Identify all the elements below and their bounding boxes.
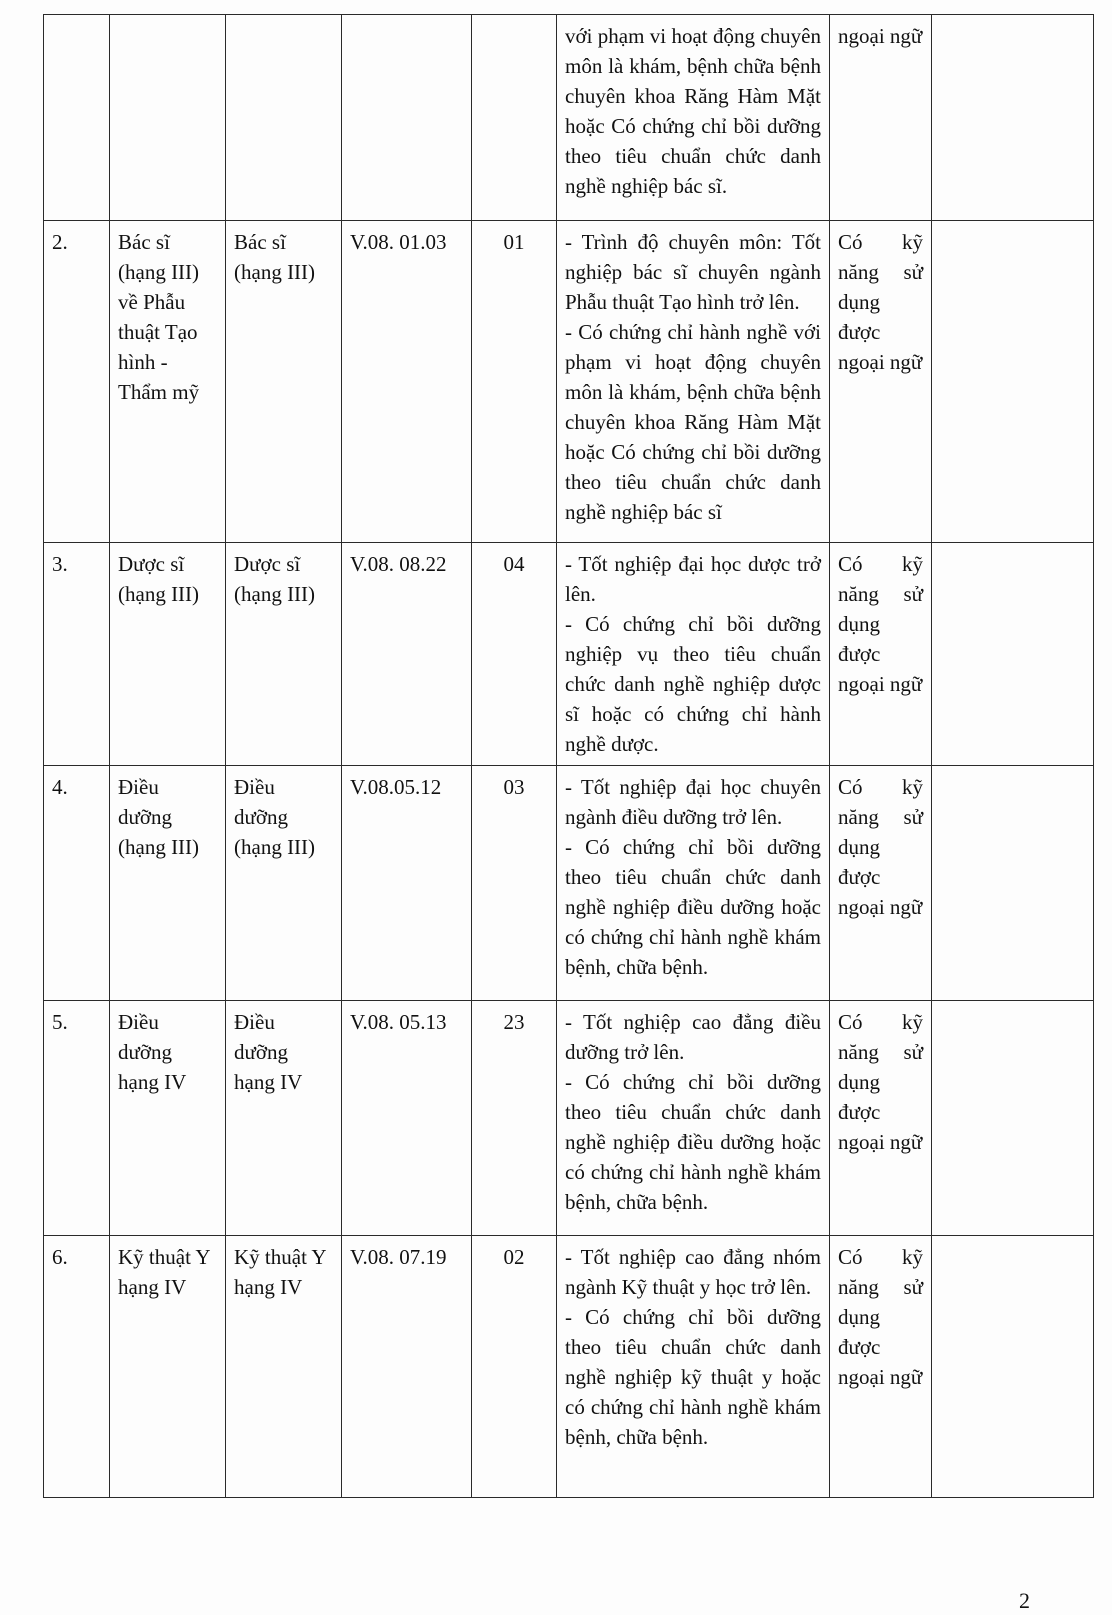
requirement-line: - Có chứng chỉ bồi dưỡng theo tiêu chuẩn chức danh nghề nghiệp kỹ thuật y hoặc có chứng chỉ hành nghề khám bệnh, chữa bệnh. bbox=[565, 1305, 821, 1449]
cell-language: Có kỹ năng sử dụng được ngoại ngữ bbox=[830, 766, 932, 1001]
cell-quantity: 03 bbox=[472, 766, 557, 1001]
cell-requirements bbox=[557, 1001, 830, 1236]
cell-position bbox=[110, 15, 226, 221]
cell-requirements bbox=[557, 221, 830, 543]
cell-note bbox=[932, 1236, 1094, 1498]
table-row bbox=[44, 766, 1094, 1001]
cell-requirements bbox=[557, 15, 830, 221]
cell-title: Điều dưỡng hạng IV bbox=[226, 1001, 342, 1236]
table-row bbox=[44, 221, 1094, 543]
cell-requirements bbox=[557, 1236, 830, 1498]
recruitment-table bbox=[43, 14, 1094, 1498]
cell-code: V.08. 08.22 bbox=[342, 543, 472, 766]
cell-code: V.08.05.12 bbox=[342, 766, 472, 1001]
table-row bbox=[44, 1236, 1094, 1498]
cell-quantity bbox=[472, 15, 557, 221]
cell-position: Kỹ thuật Y hạng IV bbox=[110, 1236, 226, 1498]
cell-number: 5. bbox=[44, 1001, 110, 1236]
cell-language: Có kỹ năng sử dụng được ngoại ngữ bbox=[830, 543, 932, 766]
requirement-line: - Tốt nghiệp đại học dược trở lên. bbox=[565, 552, 821, 606]
cell-code: V.08. 07.19 bbox=[342, 1236, 472, 1498]
cell-note bbox=[932, 1001, 1094, 1236]
cell-number: 6. bbox=[44, 1236, 110, 1498]
table-row bbox=[44, 1001, 1094, 1236]
cell-number: 4. bbox=[44, 766, 110, 1001]
cell-number: 2. bbox=[44, 221, 110, 543]
cell-note bbox=[932, 543, 1094, 766]
cell-language: Có kỹ năng sử dụng được ngoại ngữ bbox=[830, 1236, 932, 1498]
page-number: 2 bbox=[1019, 1588, 1030, 1613]
cell-requirements bbox=[557, 766, 830, 1001]
requirement-line: - Tốt nghiệp cao đẳng nhóm ngành Kỹ thuật y học trở lên. bbox=[565, 1245, 821, 1299]
cell-position: Điều dưỡng hạng IV bbox=[110, 1001, 226, 1236]
cell-title: Điều dưỡng (hạng III) bbox=[226, 766, 342, 1001]
cell-number: 3. bbox=[44, 543, 110, 766]
cell-position: Bác sĩ (hạng III) về Phẫu thuật Tạo hình - Thẩm mỹ bbox=[110, 221, 226, 543]
table-row bbox=[44, 15, 1094, 221]
requirement-line: - Có chứng chỉ bồi dưỡng theo tiêu chuẩn chức danh nghề nghiệp điều dưỡng hoặc có chứng chỉ hành nghề khám bệnh, chữa bệnh. bbox=[565, 1070, 821, 1214]
table-body bbox=[44, 15, 1094, 1498]
cell-language: ngoại ngữ bbox=[830, 15, 932, 221]
requirement-line: - Có chứng chỉ bồi dưỡng theo tiêu chuẩn chức danh nghề nghiệp điều dưỡng hoặc có chứng chỉ hành nghề khám bệnh, chữa bệnh. bbox=[565, 835, 821, 979]
cell-quantity: 04 bbox=[472, 543, 557, 766]
cell-code bbox=[342, 15, 472, 221]
cell-note bbox=[932, 15, 1094, 221]
cell-quantity: 23 bbox=[472, 1001, 557, 1236]
cell-title: Bác sĩ (hạng III) bbox=[226, 221, 342, 543]
requirement-line: với phạm vi hoạt động chuyên môn là khám, bệnh chữa bệnh chuyên khoa Răng Hàm Mặt hoặc Có chứng chỉ bồi dưỡng theo tiêu chuẩn chức danh nghề nghiệp bác sĩ. bbox=[565, 24, 821, 198]
cell-language: Có kỹ năng sử dụng được ngoại ngữ bbox=[830, 1001, 932, 1236]
cell-note bbox=[932, 221, 1094, 543]
cell-quantity: 02 bbox=[472, 1236, 557, 1498]
cell-requirements bbox=[557, 543, 830, 766]
cell-position: Điều dưỡng (hạng III) bbox=[110, 766, 226, 1001]
requirement-line: - Có chứng chỉ hành nghề với phạm vi hoạt động chuyên môn là khám, bệnh chữa bệnh chuyên khoa Răng Hàm Mặt hoặc Có chứng chỉ bồi dưỡng theo tiêu chuẩn chức danh nghề nghiệp bác sĩ bbox=[565, 320, 821, 524]
requirement-line: - Tốt nghiệp đại học chuyên ngành điều dưỡng trở lên. bbox=[565, 775, 821, 829]
requirement-line: - Có chứng chỉ bồi dưỡng nghiệp vụ theo tiêu chuẩn chức danh nghề nghiệp dược sĩ hoặc có chứng chỉ hành nghề dược. bbox=[565, 612, 821, 756]
cell-code: V.08. 05.13 bbox=[342, 1001, 472, 1236]
cell-title bbox=[226, 15, 342, 221]
cell-position: Dược sĩ (hạng III) bbox=[110, 543, 226, 766]
cell-title: Dược sĩ (hạng III) bbox=[226, 543, 342, 766]
table-row bbox=[44, 543, 1094, 766]
requirement-line: - Tốt nghiệp cao đẳng điều dưỡng trở lên. bbox=[565, 1010, 821, 1064]
cell-title: Kỹ thuật Y hạng IV bbox=[226, 1236, 342, 1498]
requirement-line: - Trình độ chuyên môn: Tốt nghiệp bác sĩ chuyên ngành Phẫu thuật Tạo hình trở lên. bbox=[565, 230, 821, 314]
cell-note bbox=[932, 766, 1094, 1001]
cell-quantity: 01 bbox=[472, 221, 557, 543]
cell-language: Có kỹ năng sử dụng được ngoại ngữ bbox=[830, 221, 932, 543]
cell-number bbox=[44, 15, 110, 221]
cell-code: V.08. 01.03 bbox=[342, 221, 472, 543]
